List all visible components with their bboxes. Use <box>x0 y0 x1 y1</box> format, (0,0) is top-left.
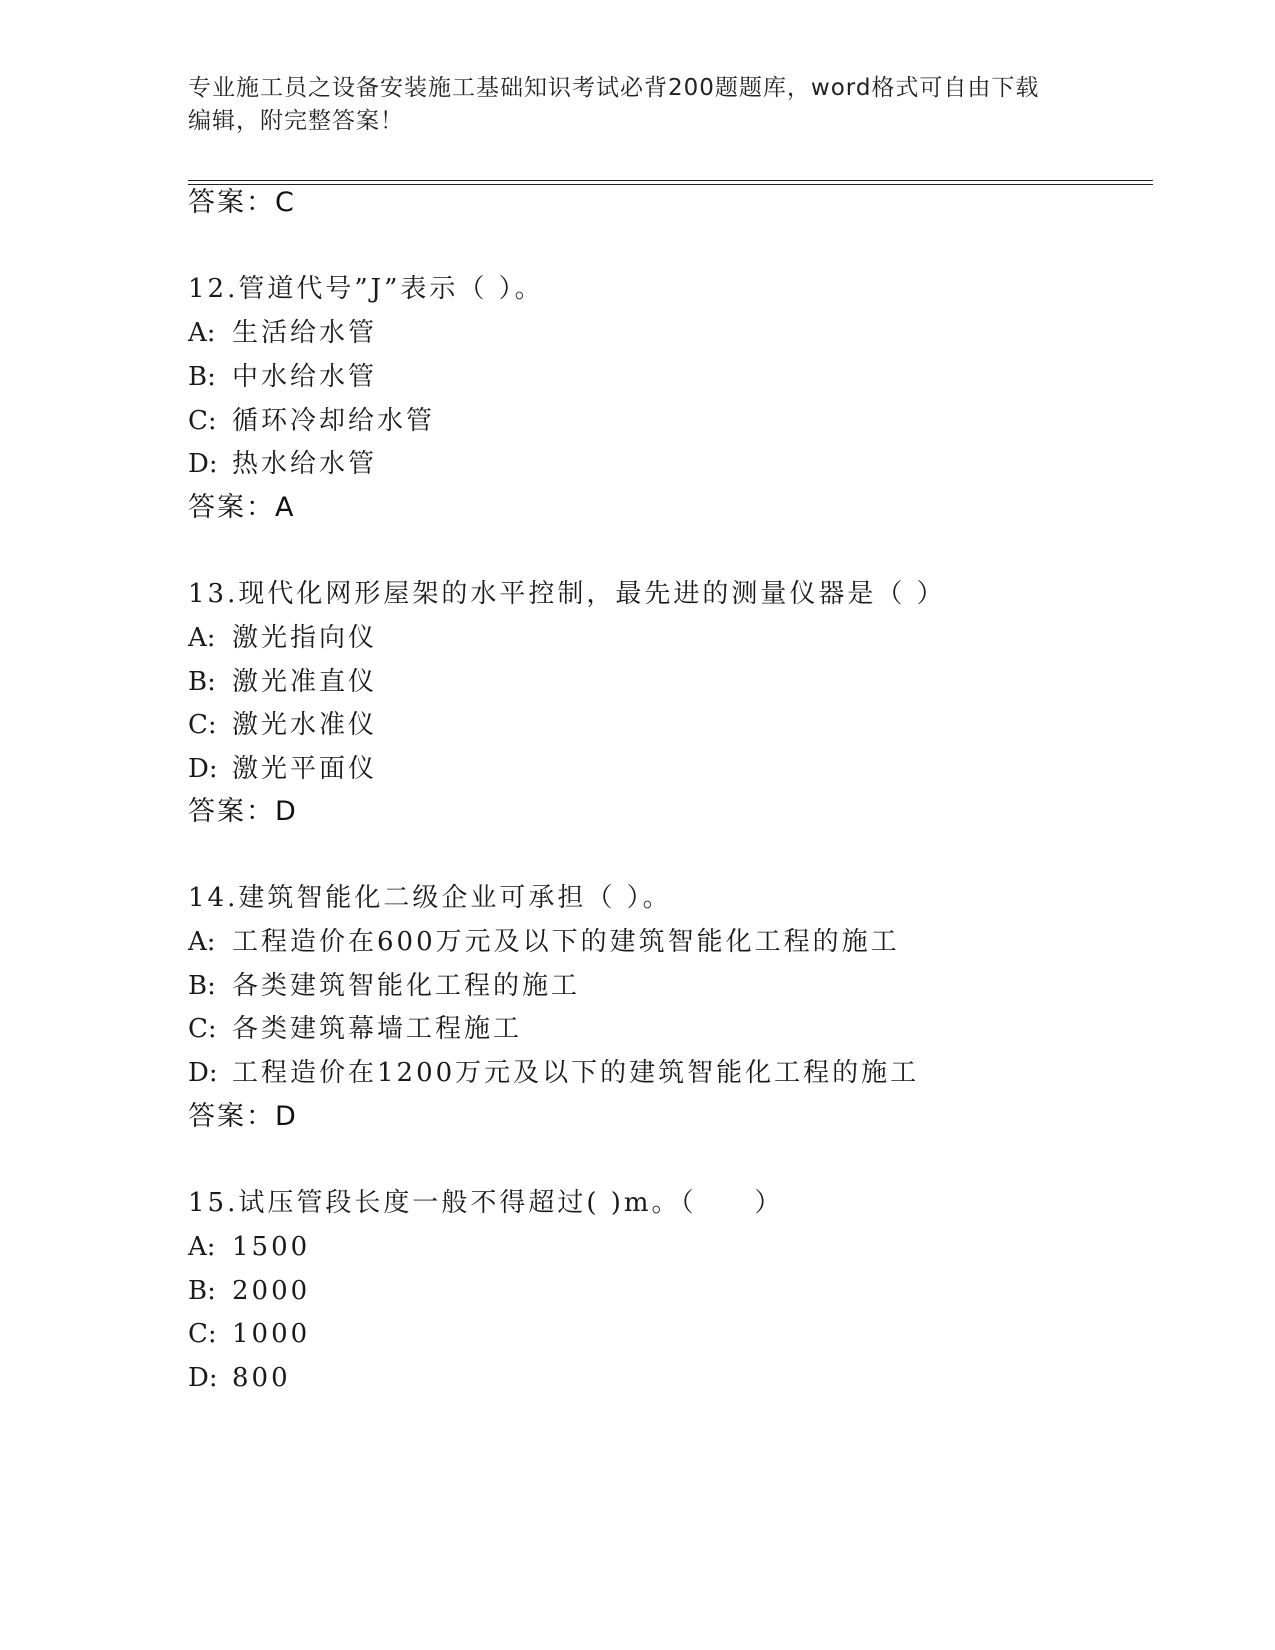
question-stem: 15.试压管段长度一般不得超过( )m。（ ） <box>188 1188 784 1218</box>
option-c <box>188 1012 522 1046</box>
option-label: A: <box>188 927 216 957</box>
option-label: B: <box>188 362 216 392</box>
option-a <box>188 925 900 959</box>
answer-label: 答案：D <box>188 1101 298 1132</box>
option-d <box>188 1361 291 1395</box>
option-text: 激光准直仪 <box>232 667 378 697</box>
option-label: B: <box>188 667 216 697</box>
document-header <box>188 72 1068 138</box>
option-a <box>188 316 377 350</box>
option-label: C: <box>188 1014 217 1044</box>
option-text: 中水给水管 <box>232 362 378 392</box>
answer-label: 答案：A <box>188 492 296 523</box>
option-text: 激光水准仪 <box>232 710 378 740</box>
option-label: C: <box>188 406 217 436</box>
option-a <box>188 1230 310 1264</box>
option-label: C: <box>188 710 217 740</box>
option-text: 1000 <box>232 1319 311 1349</box>
option-text: 激光平面仪 <box>232 754 378 784</box>
option-label: A: <box>188 623 216 653</box>
header-divider <box>188 180 1153 185</box>
option-text: 热水给水管 <box>232 449 378 479</box>
option-label: A: <box>188 318 216 348</box>
option-label: A: <box>188 1232 216 1262</box>
option-d <box>188 1056 919 1090</box>
option-text: 各类建筑智能化工程的施工 <box>232 971 581 1001</box>
option-label: D: <box>188 1363 218 1393</box>
answer-label: 答案：D <box>188 796 298 827</box>
option-a <box>188 621 377 655</box>
option-text: 1500 <box>232 1232 311 1262</box>
option-label: D: <box>188 1058 218 1088</box>
option-label: D: <box>188 449 218 479</box>
option-c <box>188 708 377 742</box>
answer-label: 答案：C <box>188 187 296 218</box>
option-text: 800 <box>232 1363 291 1393</box>
option-text: 循环冷却给水管 <box>232 406 436 436</box>
option-label: C: <box>188 1319 217 1349</box>
option-label: B: <box>188 1276 216 1306</box>
option-label: D: <box>188 754 218 784</box>
question-stem: 13.现代化网形屋架的水平控制，最先进的测量仪器是（ ） <box>188 579 946 609</box>
option-c <box>188 404 435 438</box>
question-stem: 14.建筑智能化二级企业可承担（ ）。 <box>188 883 672 913</box>
option-label: B: <box>188 971 216 1001</box>
option-b <box>188 360 377 394</box>
option-b <box>188 969 580 1003</box>
header-line-2: 编辑，附完整答案！ <box>188 108 404 134</box>
option-d <box>188 447 377 481</box>
option-b <box>188 1274 310 1308</box>
option-text: 工程造价在1200万元及以下的建筑智能化工程的施工 <box>232 1058 920 1088</box>
option-text: 各类建筑幕墙工程施工 <box>232 1014 523 1044</box>
option-d <box>188 752 377 786</box>
option-text: 2000 <box>232 1276 311 1306</box>
option-c <box>188 1317 310 1351</box>
option-text: 激光指向仪 <box>232 623 378 653</box>
header-line-1: 专业施工员之设备安装施工基础知识考试必背200题题库，word格式可自由下载 <box>188 75 1040 101</box>
question-stem: 12.管道代号”J”表示（ ）。 <box>188 274 544 304</box>
option-text: 生活给水管 <box>232 318 378 348</box>
option-text: 工程造价在600万元及以下的建筑智能化工程的施工 <box>232 927 900 957</box>
option-b <box>188 665 377 699</box>
